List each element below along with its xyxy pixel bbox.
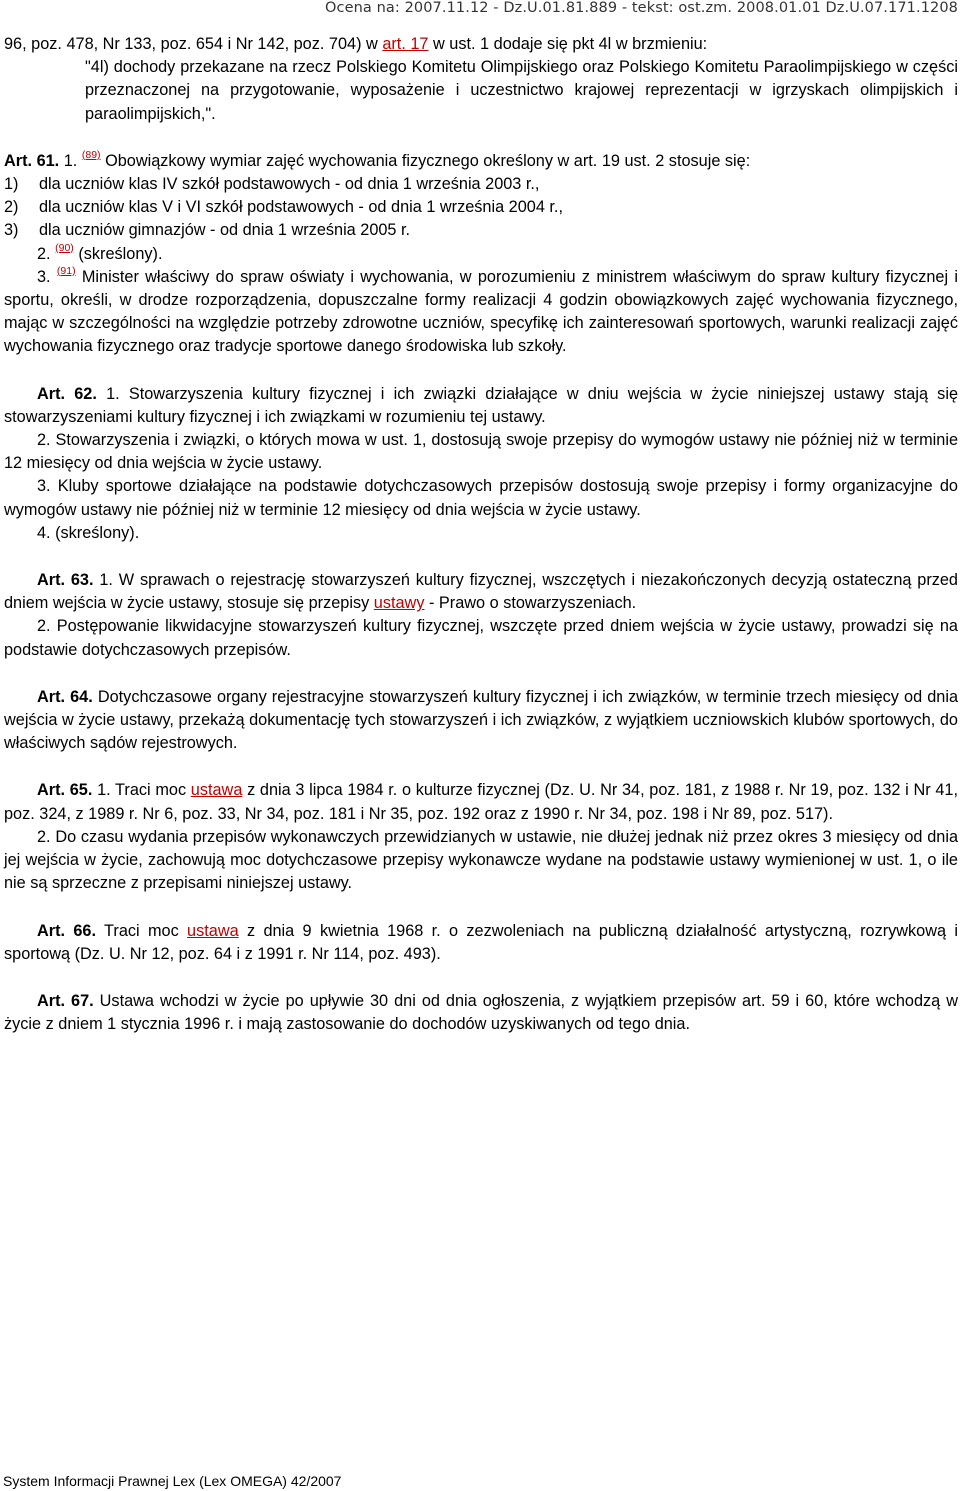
art61-label: Art. 61. xyxy=(4,151,60,170)
art61-ust1: Art. 61. 1. $^{(89)}$ Obowiązkowy wymiar zajęć wychowania fizycznego określony w art. 19 ust. 2 stosuje się: xyxy=(4,148,751,170)
art63-p2: 2. Postępowanie likwidacyjne stowarzyszeń kultury fizycznej, wszczęte przed dniem wejścia w życie ustawy, prowadzi się na podstawie dotychczasowych przepisów. xyxy=(4,617,958,659)
art64-text: Art. 64. Dotychczasowe organy rejestracyjne stowarzyszeń kultury fizycznej i ich związków, w terminie trzech miesięcy od dnia wejścia w życie ustawy, przekażą dokumentację tych stowarzyszeń i ich związków, z wyjątkiem uczniowskich klubów sportowych, do właściwych sądów rejestrowych. xyxy=(4,687,958,753)
link-ustawa-1984[interactable]: ustawa xyxy=(190,781,243,800)
art61-ust3: 3. $^{(91)}$ Minister właściwy do spraw oświaty i wychowania, w porozumieniu z ministrem właściwym do spraw kultury fizycznej i sportu, określi, w drodze rozporządzenia, dopuszczalne formy realizacji 4 godzin obowiązkowych zajęć wychowania fizycznego, mając w szczególności na względzie potrzeby zdrowotne uczniów, specyfikę ich zainteresowań sportowych, warunki realizacji zajęć wychowania fizycznego oraz tradycje sportowe danego środowiska lub szkoły. xyxy=(4,264,958,356)
intro-quote: "4l) dochody przekazane na rzecz Polskiego Komitetu Olimpijskiego oraz Polskiego Komitetu Paraolimpijskiego w części przeznaczonej na przygotowanie, wyposażenie i uczestnictwo krajowej reprezentacji w igrzyskach olimpijskich i paraolimpijskich,". xyxy=(85,58,958,123)
art63-p1: Art. 63. 1. W sprawach o rejestrację stowarzyszeń kultury fizycznej, wszczętych i niezakończonych decyzją ostateczną przed dniem wejścia w życie ustawy, stosuje się przepisy ustawy - Prawo o stowarzyszeniach. xyxy=(4,571,958,613)
footnote-91-link[interactable]: (91) xyxy=(56,264,76,277)
art66-label: Art. 66. xyxy=(37,921,97,940)
page-header: Ocena na: 2007.11.12 - Dz.U.01.81.889 - tekst: ost.zm. 2008.01.01 Dz.U.07.171.1208 xyxy=(325,0,958,16)
footnote-89-link[interactable]: (89) xyxy=(81,148,101,161)
art65-label: Art. 65. xyxy=(37,781,93,800)
document-body xyxy=(4,33,958,1036)
art61-ust2: 2. $^{(90)}$ (skreślony). xyxy=(37,241,163,263)
list-item: 1) dla uczniów klas IV szkół podstawowych - od dnia 1 września 2003 r., xyxy=(4,175,540,194)
art62-p3: 3. Kluby sportowe działające na podstawie dotychczasowych przepisów dostosują swoje przepisy i formy organizacyjne do wymogów ustawy nie później niż w terminie 12 miesięcy od dnia wejścia w życie ustawy. xyxy=(4,477,958,519)
list-item: 2) dla uczniów klas V i VI szkół podstawowych - od dnia 1 września 2004 r., xyxy=(4,198,563,217)
art63-label: Art. 63. xyxy=(37,571,94,590)
art62-p2: 2. Stowarzyszenia i związki, o których mowa w ust. 1, dostosują swoje przepisy do wymogów ustawy nie później niż w terminie 12 miesięcy od dnia wejścia w życie ustawy. xyxy=(4,431,958,473)
link-art-17[interactable]: art. 17 xyxy=(382,35,429,53)
art67-label: Art. 67. xyxy=(37,991,94,1010)
art62-p1: Art. 62. 1. Stowarzyszenia kultury fizycznej i ich związki działające w dniu wejścia w życie niniejszej ustawy stają się stowarzyszeniami kultury fizycznej i ich związkami w rozumieniu tej ustawy. xyxy=(4,384,958,426)
intro-line: 96, poz. 478, Nr 133, poz. 654 i Nr 142, poz. 704) w art. 17 w ust. 1 dodaje się pkt 4l w brzmieniu: xyxy=(4,35,708,53)
art65-p2: 2. Do czasu wydania przepisów wykonawczych przewidzianych w ustawie, nie dłużej jednak niż przez okres 3 miesięcy od dnia jej wejścia w życie, zachowują moc dotychczasowe przepisy wykonawcze wydane na podstawie ustawy wymienionej w ust. 1, o ile nie są sprzeczne z przepisami niniejszej ustawy. xyxy=(4,827,958,893)
art61-list xyxy=(4,173,958,243)
list-item: 3) dla uczniów gimnazjów - od dnia 1 września 2005 r. xyxy=(4,221,411,240)
art65-p1: Art. 65. 1. Traci moc ustawa z dnia 3 lipca 1984 r. o kulturze fizycznej (Dz. U. Nr 34, poz. 181, z 1988 r. Nr 19, poz. 132 i Nr 41, poz. 324, z 1989 r. Nr 6, poz. 33, Nr 34, poz. 181 i Nr 35, poz. 192 oraz z 1990 r. Nr 34, poz. 198 i Nr 89, poz. 517). xyxy=(4,781,958,823)
page-footer: System Informacji Prawnej Lex (Lex OMEGA) 42/2007 xyxy=(3,1473,342,1489)
link-ustawa-1968[interactable]: ustawa xyxy=(187,921,239,940)
art67-text: Art. 67. Ustawa wchodzi w życie po upływie 30 dni od dnia ogłoszenia, z wyjątkiem przepisów art. 59 i 60, które wchodzą w życie z dniem 1 stycznia 1996 r. i mają zastosowanie do dochodów uzyskiwanych od tego dnia. xyxy=(4,991,958,1034)
link-ustawy[interactable]: ustawy xyxy=(373,594,425,613)
art64-label: Art. 64. xyxy=(37,687,93,706)
art62-p4: 4. (skreślony). xyxy=(37,523,140,542)
art66-text: Art. 66. Traci moc ustawa z dnia 9 kwietnia 1968 r. o zezwoleniach na publiczną działalność artystyczną, rozrywkową i sportową (Dz. U. Nr 12, poz. 64 i z 1991 r. Nr 114, poz. 493). xyxy=(4,921,959,963)
art62-label: Art. 62. xyxy=(37,384,97,403)
footnote-90-link[interactable]: (90) xyxy=(55,241,74,254)
